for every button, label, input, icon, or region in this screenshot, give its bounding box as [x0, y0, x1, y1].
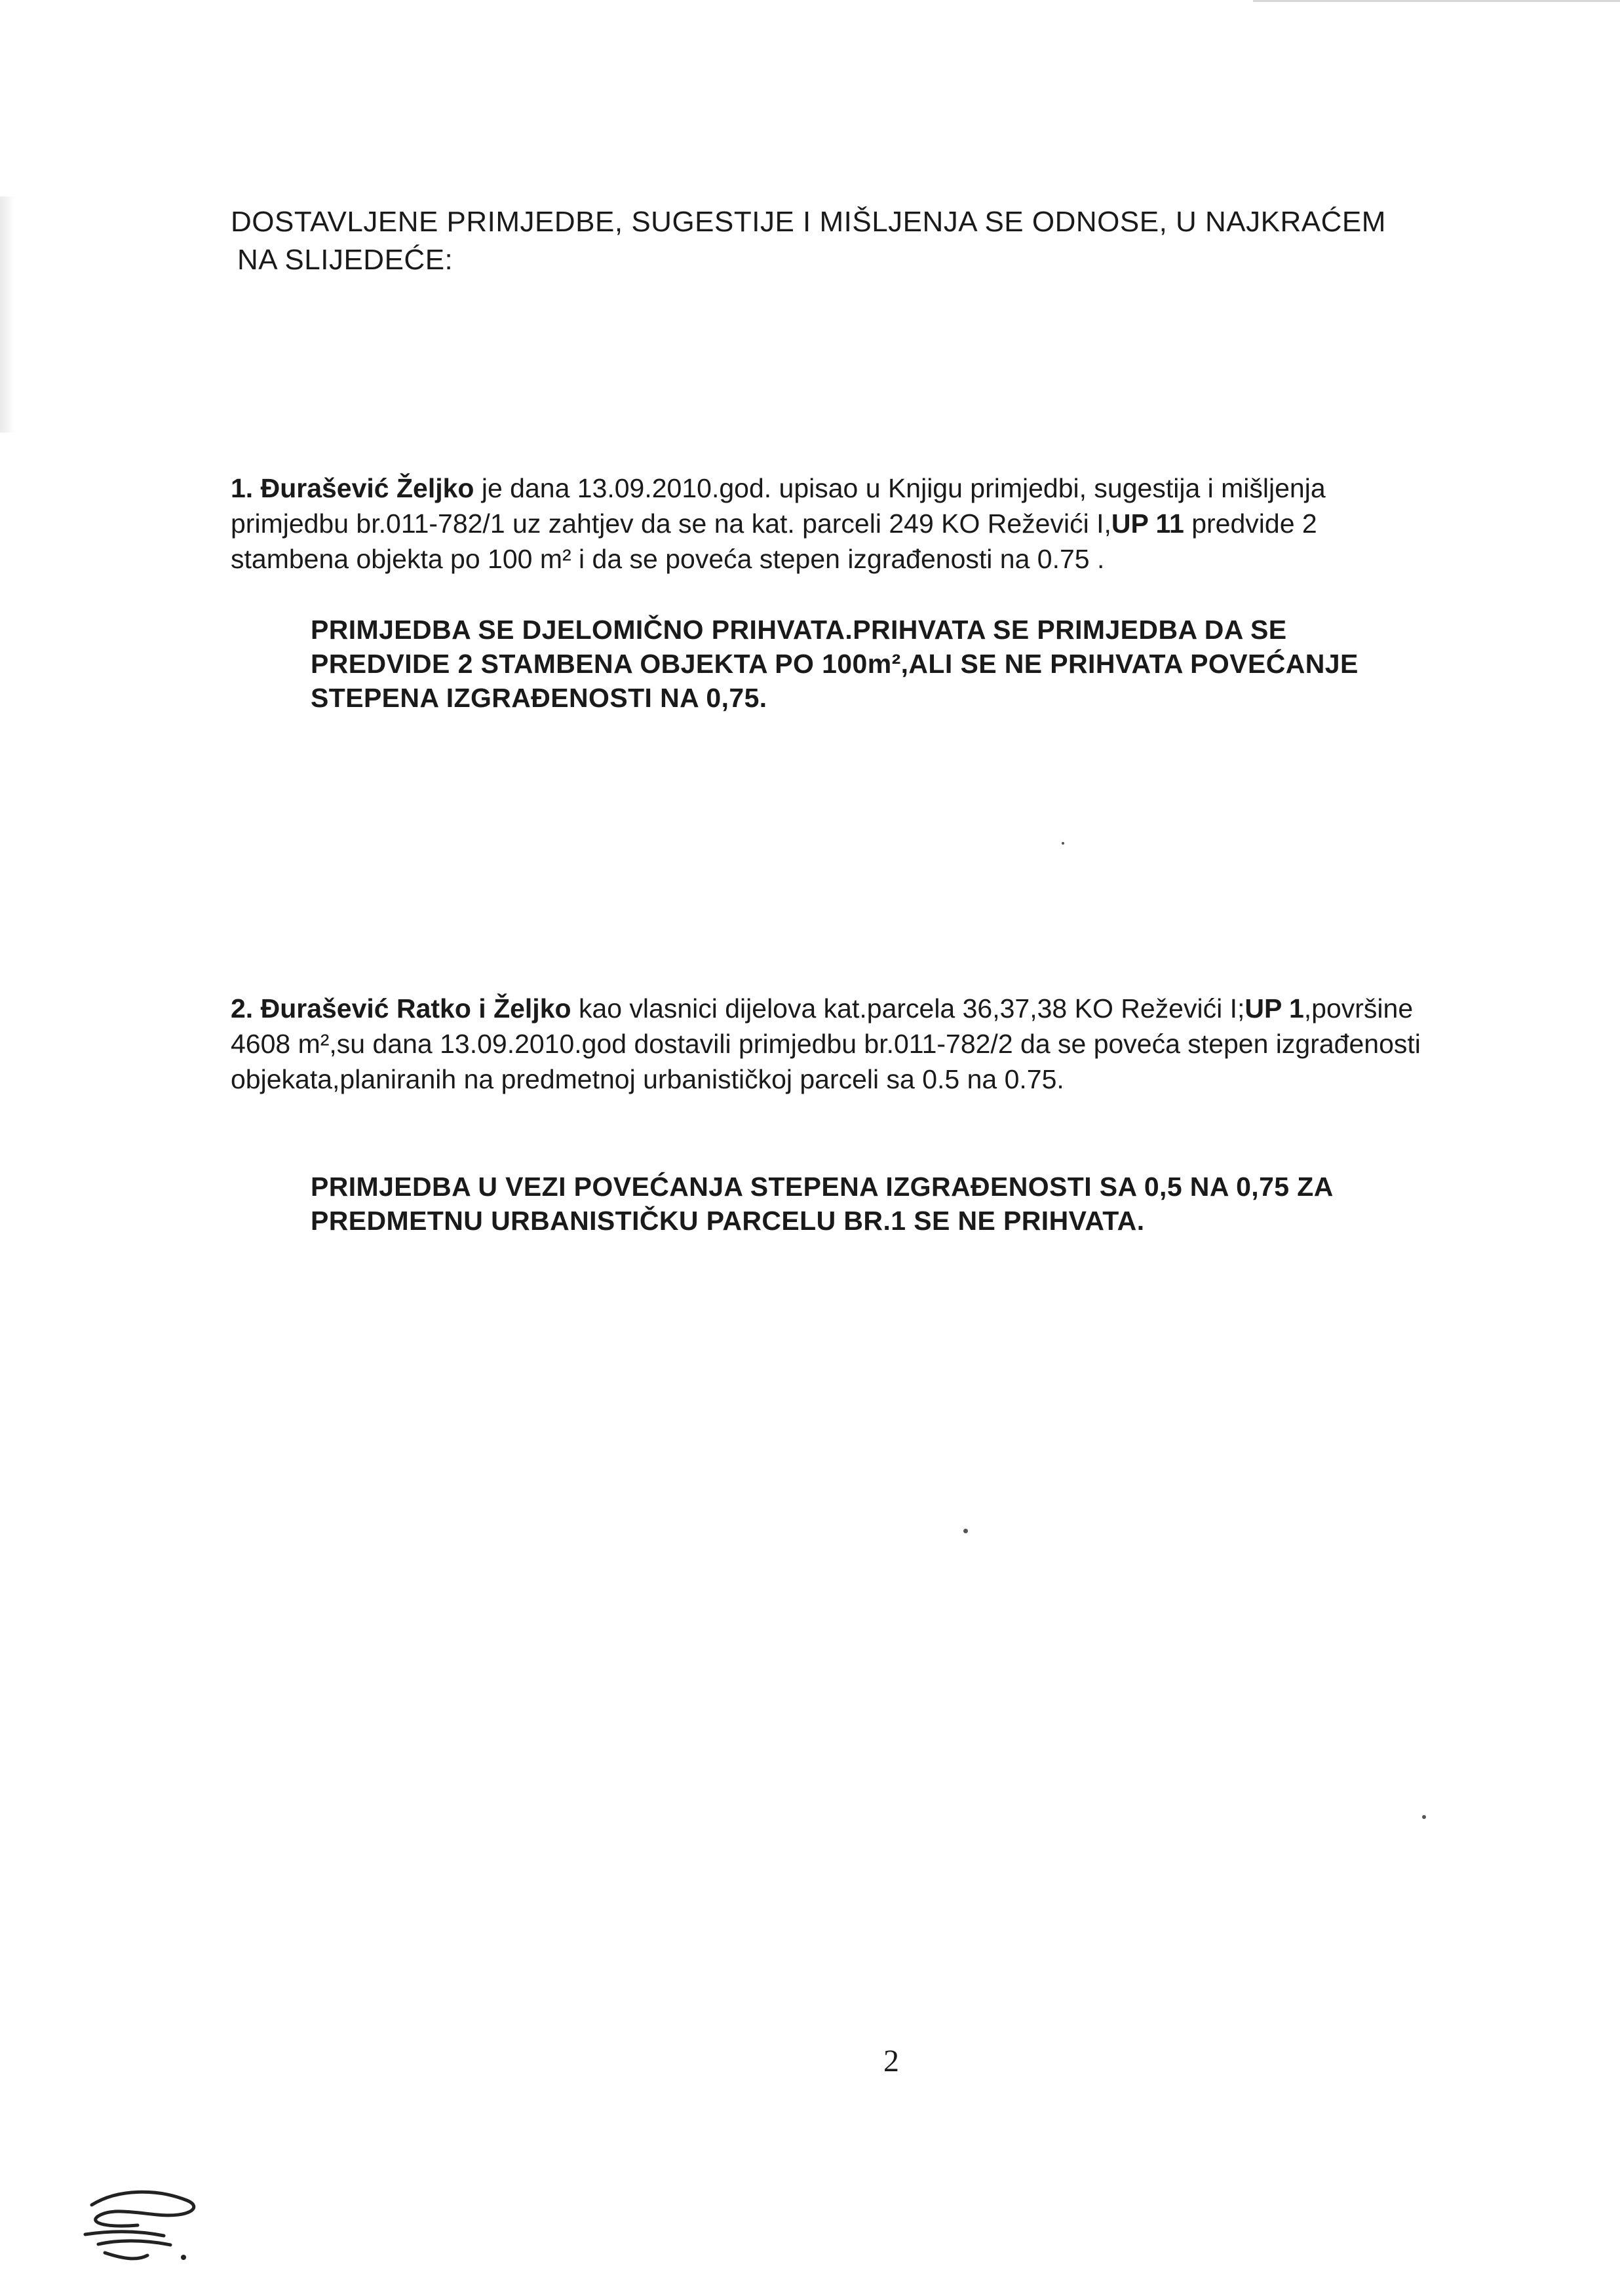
- scan-left-shadow: [0, 197, 14, 432]
- item-2-name: 2. Đurašević Ratko i Željko: [231, 993, 571, 1024]
- document-heading: [231, 203, 1476, 279]
- scan-speck: [1062, 842, 1064, 845]
- page-number: 2: [883, 2044, 899, 2078]
- item-2-decision-line-2: PREDMETNU URBANISTIČKU PARCELU BR.1 SE NE PRIHVATA.: [311, 1206, 1145, 1236]
- scan-top-edge: [1253, 0, 1620, 2]
- item-1-line-1: [231, 470, 1489, 506]
- item-2-line-1-text-c: ,površine: [1303, 993, 1414, 1024]
- item-2-decision: [311, 1170, 1503, 1238]
- handwritten-signature: [79, 2182, 210, 2267]
- item-1-decision-line-3: STEPENA IZGRAĐENOSTI NA 0,75.: [311, 683, 767, 713]
- item-1-up-label: UP 11: [1111, 508, 1184, 539]
- item-1-line-2-text-c: predvide 2: [1184, 508, 1317, 539]
- item-1-line-2-text-a: primjedbu br.011-782/1 uz zahtjev da se na kat. parceli 249 KO Reževići I,: [231, 508, 1111, 539]
- item-1-decision-line-1: PRIMJEDBA SE DJELOMIČNO PRIHVATA.PRIHVATA SE PRIMJEDBA DA SE: [311, 615, 1287, 645]
- heading-line-1: DOSTAVLJENE PRIMJEDBE, SUGESTIJE I MIŠLJENJA SE ODNOSE, U NAJKRAĆEM: [231, 206, 1386, 238]
- item-1-paragraph: [231, 470, 1489, 577]
- item-2-line-1: [231, 991, 1489, 1026]
- item-2-decision-line-1: PRIMJEDBA U VEZI POVEĆANJA STEPENA IZGRAĐENOSTI SA 0,5 NA 0,75 ZA: [311, 1172, 1334, 1202]
- item-1-decision-line-2: PREDVIDE 2 STAMBENA OBJEKTA PO 100m²,ALI SE NE PRIHVATA POVEĆANJE: [311, 649, 1359, 679]
- item-2-line-3: objekata,planiranih na predmetnoj urbanističkoj parceli sa 0.5 na 0.75.: [231, 1064, 1064, 1094]
- item-1-decision: [311, 613, 1503, 715]
- scan-speck: [963, 1529, 968, 1533]
- item-1-line-3: stambena objekta po 100 m² i da se poveća stepen izgrađenosti na 0.75 .: [231, 544, 1105, 574]
- scan-speck: [1422, 1815, 1426, 1819]
- item-2-up-label: UP 1: [1244, 993, 1304, 1024]
- item-2-line-1-text-a: kao vlasnici dijelova kat.parcela 36,37,38 KO Reževići I;: [571, 993, 1245, 1024]
- item-1-line-1-text: je dana 13.09.2010.god. upisao u Knjigu primjedbi, sugestija i mišljenja: [474, 473, 1326, 503]
- item-1-line-2: [231, 506, 1489, 541]
- item-2-paragraph: [231, 991, 1489, 1097]
- item-2-line-2: 4608 m²,su dana 13.09.2010.god dostavili primjedbu br.011-782/2 da se poveća stepen izgrađenosti: [231, 1029, 1421, 1059]
- item-1-name: 1. Đurašević Željko: [231, 473, 474, 503]
- heading-line-2: NA SLIJEDEĆE:: [237, 244, 453, 276]
